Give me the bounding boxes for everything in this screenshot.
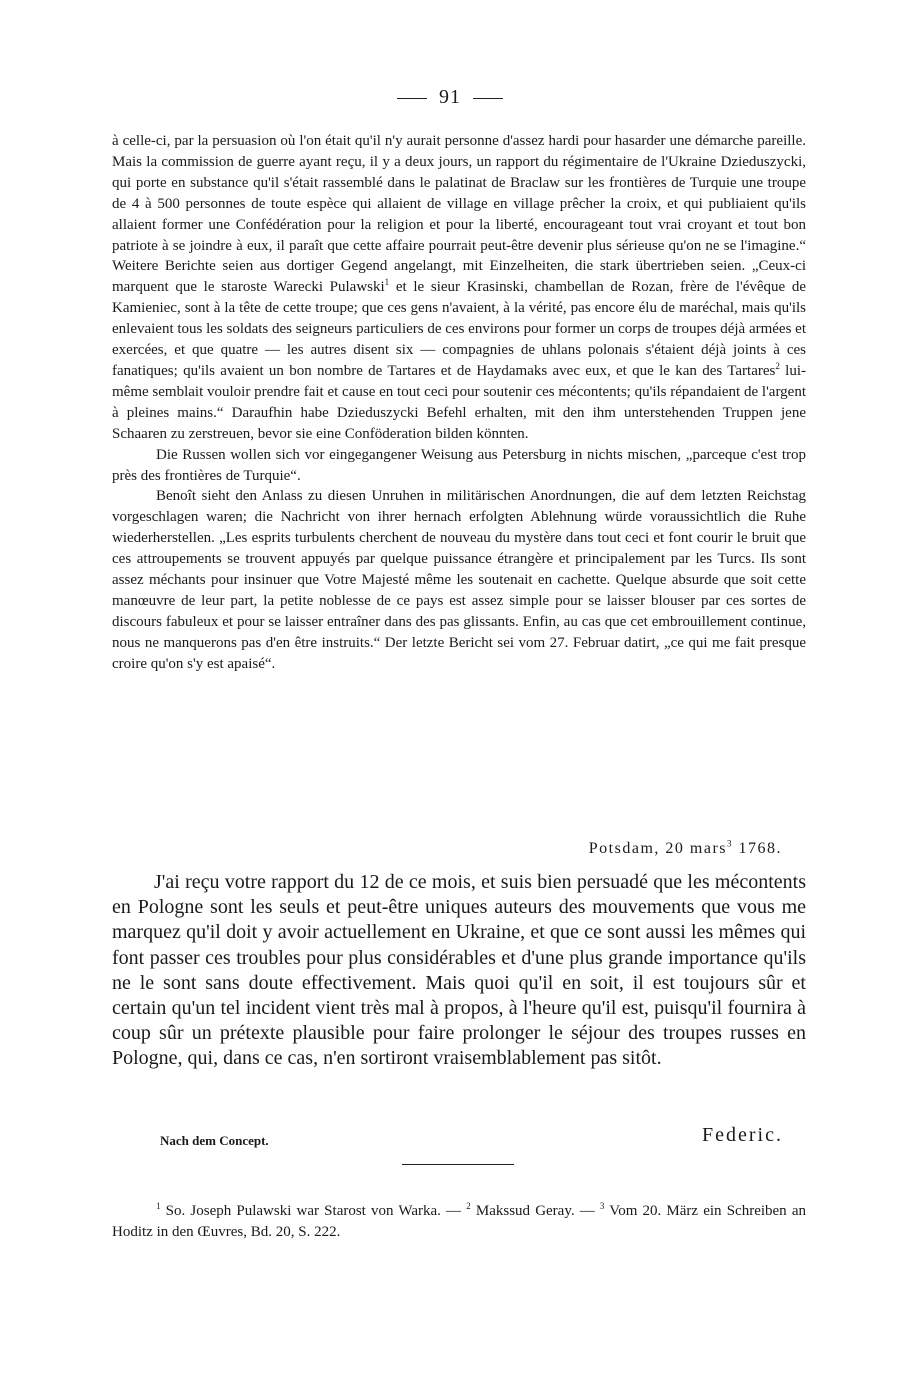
footnote-paragraph	[112, 1201, 806, 1243]
footnotes	[112, 1201, 806, 1243]
letter-paragraph: J'ai reçu votre rapport du 12 de ce mois, et suis bien persuadé que les mécontents en Pologne sont les seuls et peut-être uniques auteurs des mouvements que vous me marquez qu'il doit y avoir actuellement en Ukraine, et que ce sont aussi les mêmes qui font passer ces troubles pour plus considérables et d'une plus grande importance qu'ils ne le sont sans doute effectivement. Mais quoi qu'il en soit, il est toujours sûr et certain qu'un tel incident vient très mal à propos, à l'heure qu'il est, puisqu'il fournira à coup sûr un prétexte plausible pour faire prolonger le séjour des troupes russes en Pologne, qui, dans ce cas, n'en sortiront vraisemblablement pas sitôt.	[112, 871, 806, 1070]
signature: Federic.	[702, 1124, 783, 1146]
dateline-footnote-mark: 3	[727, 838, 733, 849]
source-note: Nach dem Concept.	[160, 1133, 269, 1148]
page-number-value: 91	[439, 86, 461, 108]
report-paragraph	[112, 131, 806, 445]
report-excerpt	[112, 131, 806, 675]
footnote-text: Vom 20. März ein Schreiben an Hoditz in den Œuvres, Bd. 20, S. 222.	[112, 1203, 806, 1240]
footnote-number: 3	[599, 1201, 605, 1211]
report-text: et le sieur Krasinski, chambellan de Rozan, frère de l'évêque de Kamieniec, sont à la tête de cette troupe; que ces gens n'avaient, à la vérité, pas encore élu de maréchal, mais qu'ils enlevaient tous les soldats des seigneurs particuliers de ces environs pour former un corps de troupes déjà armées et exercées, et que quatre — les autres disent six — compagnies de uhlans polonais s'étaient déjà joints à ces fanatiques; qu'ils avaient un bon nombre de Tartares et de Haydamaks avec eux, et que le kan des Tartares	[112, 279, 807, 379]
dateline	[500, 840, 782, 858]
report-text: à celle-ci, par la persuasion où l'on était qu'il n'y aurait personne d'assez hardi pour hasarder une démarche pareille. Mais la commission de guerre ayant reçu, il y a deux jours, un rapport du régimentaire de l'Ukraine Dzieduszycki, qui porte en substance qu'il s'était rassemblé dans le palatinat de Braclaw sur les frontières de Turquie une troupe de 4 à 500 personnes de toute espèce qui allaient de village en village prêcher la croix, et qui publiaient qu'ils allaient former une Confédération pour la religion et pour la liberté, encourageant tout vrai croyant et tout bon patriote à se joindre à eux, il paraît que cette affaire pourrait peut-être devenir plus sérieuse qu'on ne se l'imagine.“ Weitere Berichte seien aus dortiger Gegend angelangt, mit Einzelheiten, die stark übertrieben seien. „Ceux-ci marquent que le staroste Warecki Pulawski	[112, 133, 806, 296]
page-number	[0, 86, 900, 109]
report-paragraph	[112, 486, 806, 674]
page-number-dash-right	[473, 98, 503, 99]
report-text: Benoît sieht den Anlass zu diesen Unruhen in militärischen Anordnungen, die auf dem letzten Reichstag vorgeschlagen waren; die Nachricht von ihrer hernach erfolgten Ablehnung würde voraussichtlich die Ruhe wiederherstellen. „Les esprits turbulents cherchent de nouveau du mystère dans tout ceci et font courir le bruit que ces attroupements se trouvent appuyés par quelque puissance étrangère et principalement par les Turcs. Ils sont assez méchants pour insinuer que Votre Majesté même les soutenait en cachette. Quelque absurde que soit cette manœuvre de leur part, la petite noblesse de ce pays est assez simple pour se laisser blouser par ces sortes de discours fabuleux et pour se laisser entraîner dans des pas glissants. Enfin, au cas que cet embrouillement continue, nous ne manquerons pas d'en être instruits.“ Der letzte Bericht sei vom 27. Februar datirt, „ce qui me fait presque croire qu'on s'y est apaisé“.	[112, 488, 806, 672]
footnote-mark: 1	[384, 277, 390, 288]
footnote-number: 2	[466, 1201, 471, 1211]
footnote-number: 1	[156, 1201, 161, 1211]
letter-body	[112, 870, 806, 1072]
page-number-dash-left	[397, 98, 427, 99]
report-paragraph	[112, 445, 806, 487]
footnote-mark: 2	[775, 360, 780, 371]
report-text: lui-même semblait vouloir prendre fait et cause en tout ceci pour soutenir ces mécontents; qu'ils répandaient de l'argent à pleines mains.“ Daraufhin habe Dzieduszycki Befehl erhalten, mit den ihm unterstehenden Truppen jene Schaaren zu zerstreuen, bevor sie eine Conföderation bilden könnten.	[112, 362, 806, 442]
dateline-year: 1768.	[733, 840, 782, 857]
report-text: Die Russen wollen sich vor eingegangener Weisung aus Petersburg in nichts mischen, „parceque c'est trop près des frontières de Turquie“.	[112, 446, 806, 484]
footnote-text: Makssud Geray. —	[470, 1203, 600, 1219]
footnote-text: So. Joseph Pulawski war Starost von Warka. —	[160, 1203, 467, 1219]
dateline-place-date: Potsdam, 20 mars	[588, 840, 727, 857]
footnote-separator	[402, 1164, 514, 1165]
